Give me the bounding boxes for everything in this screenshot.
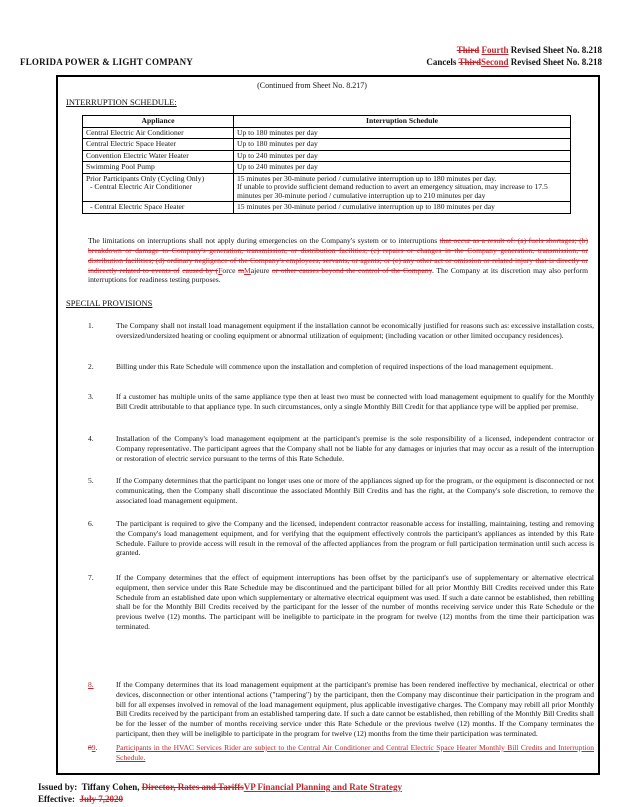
table-row xyxy=(83,173,571,202)
provision-number: 1. xyxy=(88,321,94,330)
provision-text: Installation of the Company's load management equipment at the participant's premise is the sole responsibility of a licensed, independent contractor or Company representative. The participant agrees that the Company shall not be liable for any damages or injuries that may occur as a result of the interruption or restoration of electric service pursuant to the terms of this Rate Schedule. xyxy=(116,434,594,463)
column-header-appliance: Appliance xyxy=(83,116,234,128)
appliance-cell: - Central Electric Space Heater xyxy=(83,202,234,214)
provision-text: The Company shall not install load management equipment if the installation cannot be economically justified for reasons such as: excessive installation costs, oversized/undersized heating or cooling equipment or abnormal utilization of equipment; (including vacation or other limited occupancy residences). xyxy=(116,321,594,340)
provision-text: Participants in the HVAC Services Rider are subject to the Central Air Conditioner and Central Electric Space Heater Monthly Bill Credits and Interruption Schedule. xyxy=(116,743,594,762)
schedule-cell: Up to 240 minutes per day xyxy=(234,150,571,162)
provision-number: 4. xyxy=(88,434,94,443)
limitations-text: ajeure xyxy=(250,265,270,275)
effective-date xyxy=(38,794,123,804)
inserted-text: F xyxy=(218,265,223,275)
sheet-revision-label: Revised Sheet No. 8.218 xyxy=(510,45,602,55)
struck-text: Third xyxy=(456,45,480,55)
prior-ac-label: - Central Electric Air Conditioner xyxy=(90,182,193,191)
prior-schedule-note: If unable to provide sufficient demand reduction to avert an emergency situation, may increase to 17.5 minutes per 30-minute period / cumulative interruption up to 210 minutes per day xyxy=(237,182,548,200)
struck-text: Director, Rates and Tariffs xyxy=(141,782,244,792)
effective-label: Effective: xyxy=(38,794,75,804)
prior-participants-label: Prior Participants Only (Cycling Only) xyxy=(86,173,205,183)
column-header-schedule: Interruption Schedule xyxy=(234,116,571,128)
appliance-cell: Swimming Pool Pump xyxy=(83,162,234,174)
struck-text: m xyxy=(238,265,244,275)
sheet-cancels xyxy=(426,57,602,67)
provision-number: 89. xyxy=(88,743,98,752)
limitations-text: . The Company at its discretion may also perform interruptions for readiness testing purposes. xyxy=(88,265,589,285)
struck-text: or other causes beyond the control of the Company xyxy=(271,265,432,275)
special-provisions-heading: SPECIAL PROVISIONS xyxy=(66,298,153,308)
table-row xyxy=(83,162,571,174)
provision-text: If a customer has multiple units of the same appliance type then at least two must be connected with load management equipment to qualify for the Monthly Bill Credit attributable to that appliance type. In such circumstances, only a single Monthly Bill Credit for that appliance type will be applied per premise. xyxy=(116,392,594,411)
provision-number: 8. xyxy=(88,680,94,689)
prior-schedule-line: 15 minutes per 30-minute period / cumulative interruption up to 180 minutes per day. xyxy=(237,173,497,183)
table-row xyxy=(83,202,571,214)
provision-number: 2. xyxy=(88,362,94,371)
schedule-cell: 15 minutes per 30-minute period / cumulative interruption up to 180 minutes per day xyxy=(234,202,571,214)
provision-text: If the Company determines that its load management equipment at the participant's premise has been rendered ineffective by mechanical, electrical or other devices, disconnection or other intentional actions ("tampering") by the participant, then the Company may discontinue their participation in the program and bill for all expenses involved in removal of the load management equipment, plus applicable investigative charges. The Company may rebill all prior Monthly Bill Credits received by the participant from an established tampering date. If such a date cannot be established, then rebilling of the Monthly Bill Credits shall be for the lesser of the number of months receiving service under this Rate Schedule or the previous twelve (12) months. If the Company terminates the participant, then they will be ineligible to participate in the program for twelve (12) months from the time their participation was terminated. xyxy=(116,680,594,738)
struck-text: 8 xyxy=(88,743,92,752)
continued-note: (Continued from Sheet No. 8.217) xyxy=(257,81,367,90)
issued-label: Issued by: xyxy=(38,782,78,792)
inserted-text: M xyxy=(244,265,251,275)
schedule-cell: Up to 180 minutes per day xyxy=(234,139,571,151)
appliance-cell xyxy=(83,173,234,202)
cancels-label: Cancels xyxy=(426,57,457,67)
provision-number: 5. xyxy=(88,476,94,485)
schedule-cell: Up to 180 minutes per day xyxy=(234,127,571,139)
appliance-cell: Central Electric Air Conditioner xyxy=(83,127,234,139)
schedule-cell xyxy=(234,173,571,202)
table-row xyxy=(83,150,571,162)
provision-number: 7. xyxy=(88,573,94,582)
appliance-cell: Convention Electric Water Heater xyxy=(83,150,234,162)
sheet-cancels-label: Revised Sheet No. 8.218 xyxy=(510,57,602,67)
provision-number: 3. xyxy=(88,392,94,401)
issued-by xyxy=(38,782,402,792)
struck-text: that occur as a result of: (a) fuels shortages; (b) breakdown or damage to Company's generation, transmission, or distribution facilities; (c) repairs or changes in the Company generation, transmission, or distribution facilities; (d) ordinary negligence of the Company's employees, servants, or agents; or (e) any other act or omission or related injury that is directly or indirectly related to events of xyxy=(88,236,589,275)
inserted-text: Second xyxy=(480,57,509,67)
interruption-schedule-table xyxy=(82,115,571,214)
interruption-schedule-heading: INTERRUPTION SCHEDULE: xyxy=(66,97,177,107)
limitations-text: The limitations on interruptions shall not apply during emergencies on the Company's system or to interruptions xyxy=(88,236,438,245)
table-row xyxy=(83,127,571,139)
provision-text: The participant is required to give the Company and the licensed, independent contractor reasonable access for installing, maintaining, testing and removing the Company's load management equipment, and for verifying that the equipment effectively controls the participant's appliances as intended by this Rate Schedule. Failure to provide access will result in the removal of the affected appliances from the program or full participation termination until such access is granted. xyxy=(116,519,594,558)
inserted-text: Fourth xyxy=(481,45,509,55)
issued-name: Tiffany Cohen, xyxy=(81,782,140,792)
inserted-text: 9 xyxy=(91,743,96,752)
inserted-text: VP Financial Planning and Rate Strategy xyxy=(243,782,402,792)
provision-number: 6. xyxy=(88,519,94,528)
limitations-paragraph xyxy=(88,236,588,285)
appliance-cell: Central Electric Space Heater xyxy=(83,139,234,151)
struck-text: July 7,2020 xyxy=(79,794,123,804)
table-header-row xyxy=(83,116,571,128)
provision-text: If the Company determines that the participant no longer uses one or more of the appliances signed up for the program, or the equipment is disconnected or not communicating, then the Company shall discontinue the associated Monthly Bill Credits and has the right, at the Company's sole discretion, to remove the associated load management equipment. xyxy=(116,476,594,505)
struck-text: caused by ( xyxy=(182,265,219,275)
table-row xyxy=(83,139,571,151)
provision-text: Billing under this Rate Schedule will commence upon the installation and completion of required inspections of the load management equipment. xyxy=(116,362,553,371)
limitations-text: orce xyxy=(222,265,236,275)
struck-text: Third xyxy=(458,57,481,67)
provision-text: If the Company determines that the effect of equipment interruptions has been offset by the participant's use of supplementary or alternative electrical equipment, then service under this Rate Schedule may be discontinued and the participant billed for all prior Monthly Bill Credits received under this Rate Schedule from an established date upon which supplementary or alternative electrical equipment was used. If such a date cannot be established, then rebilling shall be for the Monthly Bill Credits received by the participant for the lesser of the number of months receiving service under this Rate Schedule or the previous twelve (12) months. The participant will be ineligible to participate in the program for twelve (12) months from the time their participation was terminated. xyxy=(116,573,594,631)
company-name: FLORIDA POWER & LIGHT COMPANY xyxy=(20,57,193,67)
sheet-revision xyxy=(457,45,602,55)
schedule-cell: Up to 240 minutes per day xyxy=(234,162,571,174)
